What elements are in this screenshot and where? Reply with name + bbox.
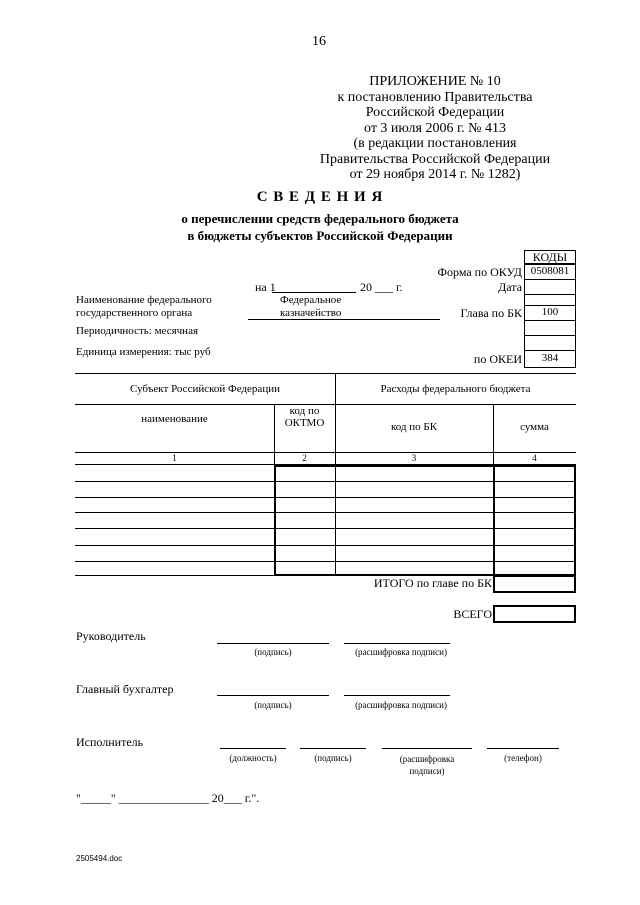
footer-date: "_____" _______________ 20___ г.".	[76, 791, 260, 805]
appendix-line: Правительства Российской Федерации	[319, 151, 551, 167]
executor-label: Исполнитель	[76, 735, 144, 749]
col-name: наименование	[141, 413, 208, 425]
executor-decode-line[interactable]	[382, 748, 472, 749]
date-prefix: на 1	[255, 280, 276, 294]
executor-position-line[interactable]	[220, 748, 286, 749]
podpis-caption: (подпись)	[314, 753, 352, 763]
col-sum: сумма	[520, 421, 549, 433]
col-oktmo-line: код по	[289, 405, 320, 417]
decode-caption-line: подписи)	[409, 766, 445, 776]
date-year: 20 ___ г.	[360, 280, 403, 294]
appendix-line: от 3 июля 2006 г. № 413	[364, 120, 506, 136]
appendix-line: Российской Федерации	[365, 105, 505, 120]
appendix-block	[300, 74, 570, 183]
head-label: Руководитель	[76, 629, 146, 643]
document-title: С В Е Д Е Н И Я	[256, 189, 384, 205]
col-number: 4	[532, 453, 537, 463]
col-number: 1	[172, 453, 177, 463]
glava-label: Глава по БК	[460, 306, 522, 320]
phone-caption: (телефон)	[504, 753, 542, 763]
decode-caption: (расшифровка подписи)	[355, 647, 447, 657]
glava-value: 100	[541, 306, 559, 318]
codes-header-cell	[524, 250, 576, 264]
date-label: Дата	[498, 280, 522, 294]
codes-header: КОДЫ	[532, 250, 568, 264]
org-label-line: Наименование федерального	[76, 294, 212, 306]
group-subject: Субъект Российской Федерации	[130, 383, 280, 395]
okei-label: по ОКЕИ	[473, 352, 522, 366]
podpis-caption: (подпись)	[254, 647, 292, 657]
executor-phone-line[interactable]	[487, 748, 559, 749]
org-value-line: казначейство	[280, 307, 342, 319]
chief-accountant-label: Главный бухгалтер	[76, 682, 174, 696]
appendix-line: к постановлению Правительства	[337, 89, 533, 105]
appendix-line: ПРИЛОЖЕНИЕ № 10	[369, 74, 501, 89]
col-number: 3	[411, 453, 417, 463]
org-value	[280, 294, 341, 320]
doc-id: 2505494.doc	[76, 854, 123, 863]
accountant-decode-line[interactable]	[344, 695, 450, 696]
position-caption: (должность)	[229, 753, 277, 763]
page-number: 16	[312, 34, 326, 49]
col-oktmo-line: ОКТМО	[284, 417, 325, 429]
periodicity: Периодичность: месячная	[76, 325, 199, 337]
total-glava-label: ИТОГО по главе по БК	[373, 576, 492, 590]
head-decode-line[interactable]	[344, 643, 450, 644]
okei-value: 384	[541, 352, 559, 364]
decode-caption-line: (расшифровка	[399, 754, 455, 764]
podpis-caption: (подпись)	[254, 700, 292, 710]
unit: Единица измерения: тыс руб	[76, 346, 211, 358]
date-blank[interactable]	[272, 292, 356, 293]
org-label	[76, 294, 212, 320]
document-subtitle: о перечислении средств федерального бюджета	[181, 211, 459, 226]
total-all-label: ВСЕГО	[453, 607, 492, 621]
group-expenses: Расходы федерального бюджета	[380, 383, 531, 395]
total-glava-cell[interactable]	[493, 575, 576, 593]
col-oktmo	[274, 405, 335, 429]
org-value-line: Федеральное	[280, 294, 342, 306]
org-label-line: государственного органа	[76, 307, 193, 319]
col-bk: код по БК	[390, 421, 438, 433]
head-signature-line[interactable]	[217, 643, 329, 644]
total-all-cell[interactable]	[493, 605, 576, 623]
decode-caption: (расшифровка подписи)	[355, 700, 447, 710]
accountant-signature-line[interactable]	[217, 695, 329, 696]
appendix-line: (в редакции постановления	[353, 136, 517, 151]
decode-caption	[382, 753, 472, 777]
document-subtitle: в бюджеты субъектов Российской Федерации	[187, 228, 453, 243]
col-number: 2	[302, 453, 307, 463]
appendix-line: от 29 ноября 2014 г. № 1282)	[349, 167, 521, 182]
okud-label: Форма по ОКУД	[437, 265, 522, 279]
okud-value: 0508081	[530, 265, 570, 277]
executor-signature-line[interactable]	[300, 748, 366, 749]
